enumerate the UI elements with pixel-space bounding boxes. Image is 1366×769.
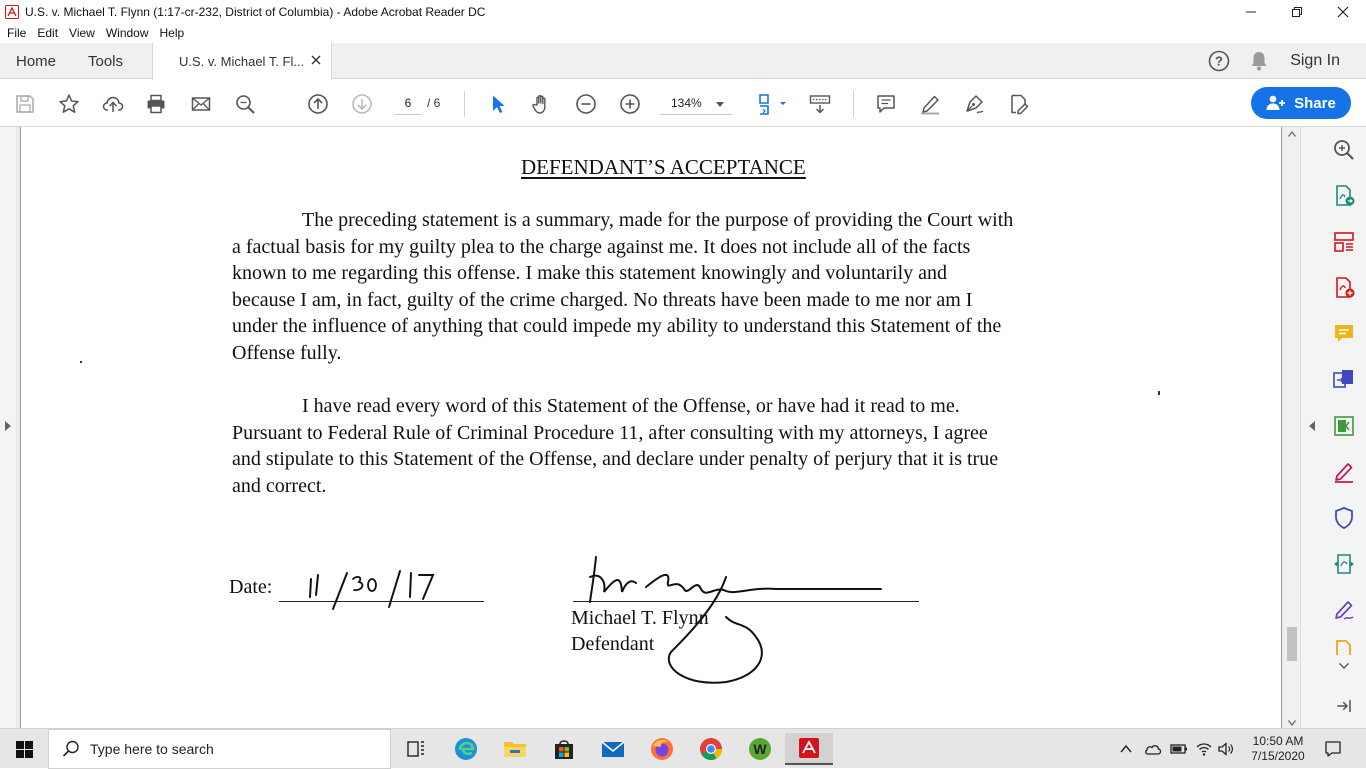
document-viewport[interactable] xyxy=(0,127,1300,728)
comment-bubble-icon xyxy=(1332,322,1356,346)
tools-pane xyxy=(1300,127,1366,728)
document-page xyxy=(20,127,1282,728)
create-pdf-tool[interactable] xyxy=(1331,275,1357,301)
document-heading: DEFENDANT’S ACCEPTANCE xyxy=(521,155,806,179)
svg-text:?: ? xyxy=(1215,53,1224,69)
help-icon[interactable] xyxy=(1208,50,1230,72)
toolbar-divider xyxy=(464,91,465,117)
firefox-browser[interactable] xyxy=(638,733,686,765)
compress-pdf-tool[interactable] xyxy=(1331,413,1357,439)
toolbar-divider xyxy=(853,91,854,117)
clock[interactable] xyxy=(1242,734,1314,764)
page-fit-button[interactable] xyxy=(755,92,789,116)
firefox-icon xyxy=(649,736,675,762)
task-view-button[interactable] xyxy=(392,733,440,765)
paragraph-line: under the influence of anything that could impede my ability to understand this Statement of the xyxy=(232,315,1002,337)
more-tools-partial[interactable] xyxy=(1331,639,1357,655)
title-bar xyxy=(0,0,1366,23)
menu-window[interactable]: Window xyxy=(105,26,149,40)
page-total: / 6 xyxy=(427,96,441,110)
task-view-icon xyxy=(403,736,429,762)
plus-circle-icon xyxy=(619,93,641,115)
acceptance-paragraph-1 xyxy=(232,207,1132,366)
minimize-button[interactable] xyxy=(1228,0,1274,23)
arrow-right-bar-icon xyxy=(1335,697,1353,715)
taskbar-search[interactable] xyxy=(48,729,391,769)
scrollbar-thumb[interactable] xyxy=(1287,627,1297,661)
upload-button[interactable] xyxy=(101,92,125,116)
shield-icon xyxy=(1332,506,1356,530)
webroot-app[interactable] xyxy=(736,733,784,765)
search-placeholder: Type here to search xyxy=(90,741,214,757)
tab-home[interactable]: Home xyxy=(16,52,57,70)
tab-bar xyxy=(0,43,1366,79)
signature-icon xyxy=(1332,598,1356,622)
share-button[interactable] xyxy=(1251,87,1351,119)
scan-speck xyxy=(1158,391,1160,395)
cursor-arrow-icon xyxy=(487,93,509,115)
tab-tools[interactable]: Tools xyxy=(88,52,124,70)
fill-and-sign-tool[interactable] xyxy=(1331,459,1357,485)
wifi-icon[interactable] xyxy=(1196,742,1212,756)
previous-page-button[interactable] xyxy=(306,92,330,116)
acrobat-icon xyxy=(5,5,19,19)
system-tray xyxy=(1120,729,1366,769)
arrow-up-circle-icon xyxy=(307,93,329,115)
request-signature-tool[interactable] xyxy=(1331,597,1357,623)
edge-icon xyxy=(453,736,479,762)
search-icon xyxy=(62,740,80,758)
select-tool-button[interactable] xyxy=(486,92,510,116)
scroll-up-icon[interactable] xyxy=(1288,131,1296,137)
chevron-down-icon xyxy=(1336,658,1352,674)
send-review-icon xyxy=(1332,552,1356,576)
paragraph-line: and correct. xyxy=(232,474,327,497)
menu-bar xyxy=(0,23,1366,43)
paragraph-line: and stipulate to this Statement of the Offense, and declare under penalty of perjury that it is true xyxy=(232,448,999,470)
restore-icon xyxy=(1292,7,1302,17)
mail-icon xyxy=(600,736,626,762)
printer-icon xyxy=(145,93,167,115)
menu-view[interactable]: View xyxy=(69,26,95,40)
volume-icon[interactable] xyxy=(1218,742,1234,756)
defendant-name: Michael T. Flynn xyxy=(571,607,709,629)
comment-button[interactable] xyxy=(874,92,898,116)
taskbar xyxy=(0,728,1366,768)
share-label: Share xyxy=(1294,94,1336,112)
scroll-tools-down[interactable] xyxy=(1331,657,1357,675)
start-button[interactable] xyxy=(0,729,48,769)
send-for-review-tool[interactable] xyxy=(1331,551,1357,577)
highlight-button[interactable] xyxy=(918,92,942,116)
sign-button[interactable] xyxy=(962,92,986,116)
paragraph-line: The preceding statement is a summary, made for the purpose of providing the Court with xyxy=(302,209,1014,231)
mail-app[interactable] xyxy=(589,733,637,765)
next-page-button[interactable] xyxy=(350,92,374,116)
microsoft-store[interactable] xyxy=(540,733,588,765)
window-title: U.S. v. Michael T. Flynn (1:17-cr-232, District of Columbia) - Adobe Acrobat Reader DC xyxy=(25,4,486,19)
fill-sign-button[interactable] xyxy=(1006,92,1030,116)
zoom-level-value: 134% xyxy=(671,96,702,110)
paragraph-line: I have read every word of this Statement of the Offense, or have had it read to me. xyxy=(302,395,960,417)
menu-file[interactable]: File xyxy=(7,26,27,40)
find-button[interactable] xyxy=(233,92,257,116)
compress-icon xyxy=(1332,414,1356,438)
defendant-block xyxy=(571,605,709,657)
collapse-tools-pane[interactable] xyxy=(1331,693,1357,719)
paragraph-line: known to me regarding this offense. I make this statement knowingly and voluntarily and xyxy=(232,262,948,284)
clock-time: 10:50 AM xyxy=(1252,734,1304,748)
comment-icon xyxy=(875,93,897,115)
arrow-down-circle-icon xyxy=(351,93,373,115)
bookmark-button[interactable] xyxy=(57,92,81,116)
collapse-pane-icon[interactable] xyxy=(1309,421,1315,431)
print-button[interactable] xyxy=(144,92,168,116)
battery-icon[interactable] xyxy=(1170,743,1188,755)
close-button[interactable] xyxy=(1320,0,1366,23)
clock-date: 7/15/2020 xyxy=(1251,749,1305,763)
toolbar xyxy=(0,80,1366,127)
menu-edit[interactable]: Edit xyxy=(37,26,59,40)
highlighter-pen-icon xyxy=(919,93,941,115)
webroot-w-icon xyxy=(747,736,773,762)
store-icon xyxy=(551,736,577,762)
paragraph-line: Offense fully. xyxy=(232,341,342,364)
handwritten-date xyxy=(305,567,445,612)
scan-speck xyxy=(80,361,82,363)
search-tool[interactable] xyxy=(1331,137,1357,163)
comment-tool[interactable] xyxy=(1331,321,1357,347)
scroll-mode-button[interactable] xyxy=(808,92,832,116)
close-icon xyxy=(1337,6,1349,18)
zoom-out-button[interactable] xyxy=(574,92,598,116)
hand-tool-button[interactable] xyxy=(530,92,554,116)
acrobat-reader-taskbar[interactable] xyxy=(785,733,833,765)
acrobat-reader-icon xyxy=(796,735,822,761)
create-pdf-icon xyxy=(1332,276,1356,300)
zoom-search-icon xyxy=(1332,138,1356,162)
keyboard-scroll-icon xyxy=(809,93,831,115)
combine-files-tool[interactable] xyxy=(1331,367,1357,393)
star-icon xyxy=(58,93,80,115)
close-tab-icon[interactable] xyxy=(310,54,322,66)
chevron-down-icon xyxy=(716,102,724,107)
minus-circle-icon xyxy=(575,93,597,115)
add-user-icon xyxy=(1266,95,1286,111)
paragraph-line: Pursuant to Federal Rule of Criminal Procedure 11, after consulting with my attorneys, I agree xyxy=(232,421,988,444)
export-pdf-icon xyxy=(1332,184,1356,208)
email-button[interactable] xyxy=(189,92,213,116)
scroll-down-icon[interactable] xyxy=(1288,720,1296,726)
minimize-icon xyxy=(1246,7,1256,17)
hand-icon xyxy=(531,93,553,115)
date-label: Date: xyxy=(229,576,273,598)
svg-text:W: W xyxy=(753,741,767,757)
windows-logo-icon xyxy=(16,741,33,758)
cloud-upload-icon xyxy=(102,93,124,115)
envelope-icon xyxy=(190,93,212,115)
chevron-up-icon[interactable] xyxy=(1120,744,1132,754)
file-explorer[interactable] xyxy=(491,733,539,765)
defendant-role: Defendant xyxy=(571,633,655,655)
folder-icon xyxy=(502,736,528,762)
edge-browser[interactable] xyxy=(442,733,490,765)
protect-tool[interactable] xyxy=(1331,505,1357,531)
export-pdf-tool[interactable] xyxy=(1331,183,1357,209)
fit-page-icon xyxy=(757,93,787,115)
sign-pen-icon xyxy=(1332,460,1356,484)
menu-help[interactable]: Help xyxy=(159,26,185,40)
notification-bell-icon[interactable] xyxy=(1250,51,1268,71)
restore-button[interactable] xyxy=(1274,0,1320,23)
paragraph-line: because I am, in fact, guilty of the crime charged. No threats have been made to me nor am I xyxy=(232,288,973,311)
save-button[interactable] xyxy=(13,92,37,116)
tab-document[interactable] xyxy=(152,43,332,80)
tab-document-label: U.S. v. Michael T. Fl... xyxy=(179,54,305,69)
chrome-icon xyxy=(698,736,724,762)
document-tool-icon xyxy=(1332,639,1356,655)
edit-document-icon xyxy=(1007,93,1029,115)
chrome-browser[interactable] xyxy=(687,733,735,765)
page-number-input[interactable]: 6 xyxy=(395,93,421,115)
fountain-pen-icon xyxy=(963,93,985,115)
organize-pages-tool[interactable] xyxy=(1331,229,1357,255)
sign-in-link[interactable]: Sign In xyxy=(1290,52,1340,69)
left-panel-handle[interactable] xyxy=(0,127,16,728)
paragraph-line: a factual basis for my guilty plea to the charge against me. It does not include all of the facts xyxy=(232,235,971,258)
notification-center-icon[interactable] xyxy=(1324,740,1342,758)
organize-pages-icon xyxy=(1332,230,1356,254)
search-zoom-icon xyxy=(234,93,256,115)
acceptance-paragraph-2 xyxy=(232,393,1132,499)
save-icon xyxy=(14,93,36,115)
vertical-scrollbar[interactable] xyxy=(1284,127,1300,728)
chevron-right-icon[interactable] xyxy=(5,421,11,431)
zoom-level-select[interactable] xyxy=(660,93,732,115)
onedrive-cloud-icon[interactable] xyxy=(1144,743,1162,755)
combine-files-icon xyxy=(1332,368,1356,392)
zoom-in-button[interactable] xyxy=(618,92,642,116)
